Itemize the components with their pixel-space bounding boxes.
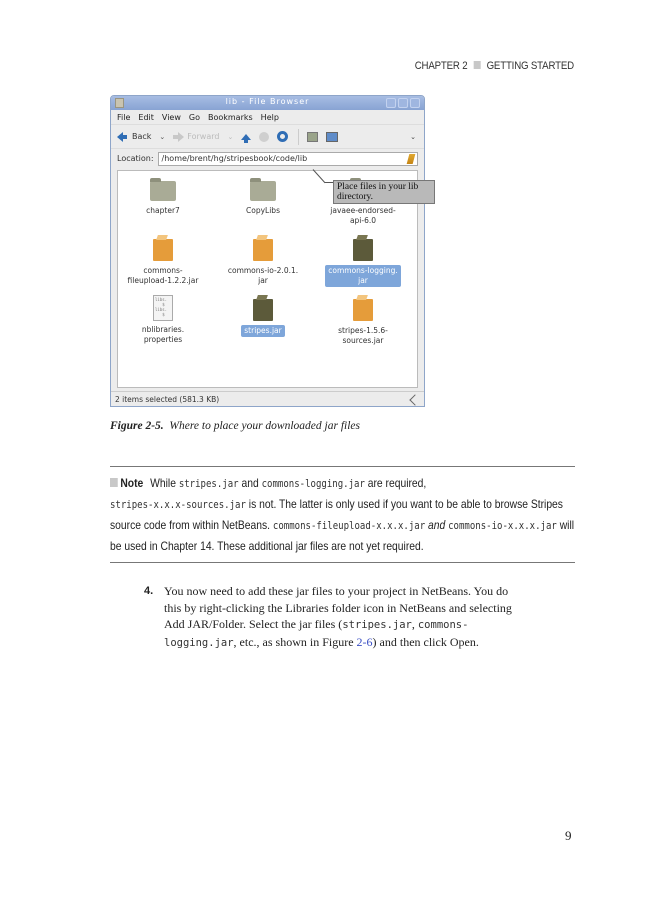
location-input[interactable] [158, 152, 418, 166]
step-4 [146, 583, 516, 651]
folder-icon [150, 181, 176, 201]
location-label: Location: [117, 154, 154, 163]
forward-label: Forward [187, 132, 220, 141]
menu-edit[interactable]: Edit [138, 112, 154, 122]
menu-go[interactable]: Go [188, 112, 200, 122]
file-item[interactable] [218, 181, 308, 217]
back-arrow-icon [117, 132, 123, 142]
file-label: CopyLibs [246, 206, 280, 215]
file-label: stripes-1.5.6- sources.jar [338, 326, 388, 345]
file-browser-window [110, 95, 425, 407]
jar-package-icon [353, 239, 373, 261]
selection-status: 2 items selected (581.3 KB) [115, 395, 220, 404]
figure-label: Figure 2-5. [110, 420, 164, 432]
reload-icon[interactable] [277, 131, 288, 142]
figure-link[interactable]: 2-6 [356, 634, 373, 649]
folder-icon [250, 181, 276, 201]
file-item-selected[interactable] [318, 239, 408, 287]
forward-arrow-icon [178, 132, 184, 142]
file-label: commons- fileupload-1.2.2.jar [127, 266, 199, 285]
file-item[interactable] [118, 239, 208, 287]
file-label: commons-logging. jar [325, 265, 400, 287]
square-bullet-icon [110, 478, 118, 487]
up-arrow-icon[interactable] [241, 134, 251, 140]
note-bottom-rule [110, 562, 575, 563]
jar-package-icon [153, 239, 173, 261]
running-head [415, 60, 574, 72]
minimize-button[interactable] [386, 98, 396, 108]
back-label: Back [132, 132, 152, 141]
file-label: commons-io-2.0.1. jar [227, 266, 299, 285]
file-item[interactable] [218, 239, 308, 287]
toolbar-separator [298, 129, 299, 145]
maximize-button[interactable] [398, 98, 408, 108]
file-label: stripes.jar [241, 325, 284, 337]
file-item[interactable] [318, 299, 408, 347]
chapter-label: CHAPTER 2 [414, 60, 468, 72]
resize-grip-icon[interactable] [409, 394, 420, 405]
note-top-rule [110, 466, 575, 467]
jar-package-icon [253, 299, 273, 321]
menu-view[interactable]: View [161, 112, 181, 122]
close-button[interactable] [410, 98, 420, 108]
menu-help[interactable]: Help [260, 112, 279, 122]
location-value: /home/brent/hg/stripesbook/code/lib [161, 153, 308, 163]
back-button[interactable] [117, 132, 151, 142]
menubar [111, 110, 424, 124]
file-label: javaee-endorsed- api-6.0 [330, 206, 396, 225]
step-number: 4. [144, 585, 154, 597]
window-title: lib - File Browser [225, 97, 310, 106]
file-item[interactable] [118, 181, 208, 217]
file-label: nblibraries. properties [141, 325, 185, 344]
location-bar [111, 148, 424, 168]
file-item-selected[interactable] [218, 299, 308, 337]
stop-icon[interactable] [259, 132, 269, 142]
forward-button[interactable] [173, 132, 219, 142]
window-titlebar[interactable] [111, 96, 424, 110]
page-number: 9 [565, 828, 572, 843]
file-item[interactable] [118, 295, 208, 346]
figure-caption [110, 420, 360, 432]
menu-file[interactable]: File [117, 112, 131, 122]
toolbar-overflow-chevron-icon[interactable]: ⌄ [410, 132, 416, 141]
clear-broom-icon[interactable] [407, 154, 416, 164]
square-bullet-icon [474, 61, 481, 69]
status-bar [111, 391, 424, 406]
menu-bookmarks[interactable]: Bookmarks [207, 112, 253, 122]
callout-annotation: Place files in your lib directory. [333, 180, 435, 204]
file-label: chapter7 [146, 206, 180, 215]
note-box: Note While stripes.jar and commons-logging.jar are required, stripes-x.x.x-sources.jar is not. The latter is only used if you want to be able to browse Stripes source code from within NetBeans. commons-fileupload-x.x.x.jar and commons-io-x.x.x.jar will be used in Chapter 14. These additional jar files are not yet required. [110, 476, 575, 553]
computer-icon[interactable] [326, 132, 338, 142]
note-label: Note [120, 476, 144, 490]
chapter-title: GETTING STARTED [486, 60, 574, 72]
step-text: You now need to add these jar files to your project in NetBeans. You do this by right-clicking the Libraries folder icon in NetBeans and selecting Add JAR/Folder. Select the jar files (stripes.jar, commons-logging.jar, etc., as shown in Figure 2-6) and then click Open. [164, 584, 512, 649]
text-file-icon: libs. $ libs. $ [153, 295, 173, 321]
forward-history-chevron-icon[interactable]: ⌄ [227, 132, 234, 141]
jar-package-icon [353, 299, 373, 321]
back-history-chevron-icon[interactable]: ⌄ [159, 132, 166, 141]
figure-caption-text: Where to place your downloaded jar files [169, 420, 360, 432]
jar-package-icon [253, 239, 273, 261]
toolbar [111, 124, 424, 148]
home-folder-icon[interactable] [307, 132, 318, 142]
